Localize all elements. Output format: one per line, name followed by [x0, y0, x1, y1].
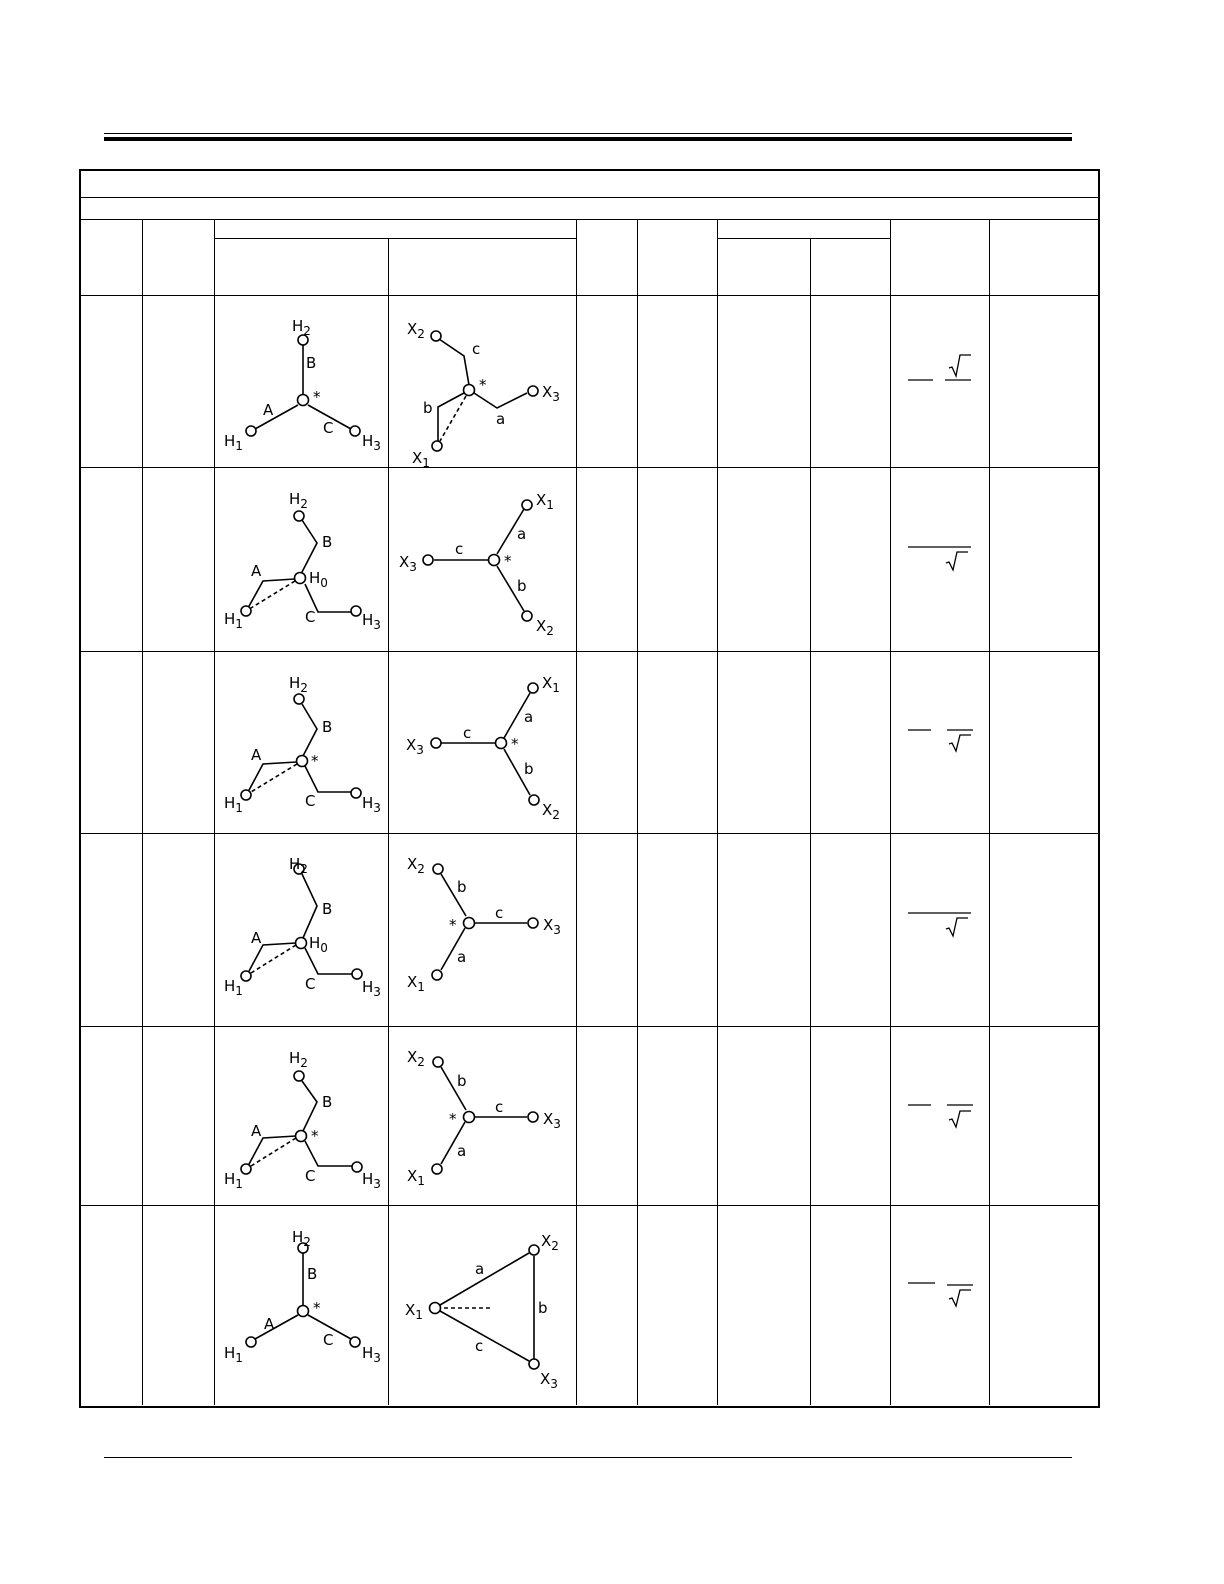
hv-label-C: C: [305, 608, 316, 626]
ratio-formula-row5: [905, 1098, 975, 1132]
hv-label-top: $H_2$: [289, 1049, 308, 1070]
x-label-n2: $X_3$: [542, 383, 560, 404]
hv-diagram-row2: [215, 468, 388, 651]
hv-label-right: $H_3$: [362, 978, 381, 999]
hv-label-center: *: [311, 752, 319, 770]
hv-label-C: C: [305, 975, 316, 993]
col-rule-5: [637, 219, 638, 1405]
x-label-n1: $X_1$: [536, 491, 554, 512]
x-label-a: a: [475, 1260, 485, 1278]
hv-label-C: C: [305, 1167, 316, 1185]
hv-label-top: $H_2$: [289, 490, 308, 511]
hv-label-right: $H_3$: [362, 1344, 381, 1365]
x-diagram-row4: [389, 834, 576, 1026]
x-label-n1: $X_2$: [407, 855, 425, 876]
x-label-n3: $X_1$: [412, 449, 430, 467]
x-label-center: *: [449, 916, 457, 934]
col-rule-8: [890, 219, 891, 1405]
x-label-center: *: [449, 1110, 457, 1128]
hv-label-B: B: [307, 1265, 318, 1283]
x-label-c: c: [463, 724, 472, 742]
hv-label-B: B: [306, 354, 317, 372]
x-label-n2: $X_2$: [542, 801, 560, 822]
col-rule-1: [142, 219, 143, 1405]
hv-label-B: B: [322, 718, 333, 736]
x-label-n3: $X_3$: [406, 736, 424, 757]
col-rule-6: [717, 219, 718, 1405]
x-label-c: c: [472, 340, 481, 358]
ratio-formula-row3: [905, 722, 975, 756]
col-rule-7: [810, 238, 811, 1405]
x-label-c: c: [455, 540, 464, 558]
hv-label-A: A: [251, 929, 262, 947]
x-label-b: b: [538, 1299, 548, 1317]
hv-label-center: $H_0$: [309, 934, 328, 955]
hv-diagram-row4: [215, 834, 388, 1026]
hv-label-left: $H_1$: [224, 977, 243, 998]
x-diagram-row2: [389, 468, 576, 651]
x-diagram-row3: [389, 652, 576, 833]
x-label-a: a: [496, 410, 506, 428]
hv-label-center: *: [313, 388, 321, 406]
x-label-n1: $X_2$: [407, 320, 425, 341]
x-label-center: *: [504, 552, 512, 570]
hv-label-B: B: [322, 1093, 333, 1111]
ratio-formula-row6: [905, 1276, 975, 1310]
hv-diagram-row6: [215, 1206, 388, 1404]
hv-label-center: *: [313, 1299, 321, 1317]
x-label-n2: $X_2$: [536, 617, 554, 638]
hv-label-right: $H_3$: [362, 432, 381, 453]
hv-label-A: A: [251, 562, 262, 580]
hv-label-C: C: [305, 792, 316, 810]
hv-label-B: B: [322, 900, 333, 918]
x-label-c: c: [495, 904, 504, 922]
hv-label-B: B: [322, 533, 333, 551]
x-label-c: c: [495, 1098, 504, 1116]
x-label-center: *: [479, 376, 487, 394]
x-label-n1: $X_2$: [407, 1048, 425, 1069]
hv-label-left: $H_1$: [224, 1170, 243, 1191]
hv-label-A: A: [251, 746, 262, 764]
hv-label-center: $H_0$: [309, 569, 328, 590]
hv-label-A: A: [264, 1315, 275, 1333]
x-label-a: a: [457, 948, 467, 966]
x-label-center: *: [511, 735, 519, 753]
hv-diagram-row1: [215, 296, 388, 467]
ratio-formula-row1: [905, 350, 975, 384]
x-diagram-row5: [389, 1027, 576, 1205]
hv-label-left: $H_1$: [224, 794, 243, 815]
col-rule-9: [989, 219, 990, 1405]
x-label-b: b: [423, 399, 433, 417]
hv-label-right: $H_3$: [362, 794, 381, 815]
x-label-n2: $X_3$: [540, 1370, 558, 1391]
x-label-n3: $X_1$: [405, 1301, 423, 1322]
hv-label-left: $H_1$: [224, 432, 243, 453]
hv-label-C: C: [323, 419, 334, 437]
x-label-n2: $X_3$: [543, 916, 561, 937]
hv-label-left: $H_1$: [224, 1344, 243, 1365]
group-header-rule-left: [215, 238, 576, 239]
x-diagram-row1: [389, 296, 576, 467]
x-label-n1: $X_1$: [542, 674, 560, 695]
hv-label-top: $H_2$: [292, 1228, 311, 1249]
hv-label-C: C: [323, 1331, 334, 1349]
hv-label-top: $H_2$: [289, 674, 308, 695]
title-row-rule: [79, 197, 1098, 198]
x-label-b: b: [457, 1072, 467, 1090]
footer-rule: [104, 1457, 1072, 1458]
x-diagram-row6: [389, 1206, 576, 1404]
hv-label-right: $H_3$: [362, 611, 381, 632]
x-label-a: a: [457, 1142, 467, 1160]
x-label-b: b: [517, 577, 527, 595]
x-label-a: a: [524, 708, 534, 726]
hv-label-center: *: [311, 1127, 319, 1145]
x-label-b: b: [457, 878, 467, 896]
x-label-b: b: [524, 760, 534, 778]
x-label-n3: $X_3$: [399, 553, 417, 574]
x-label-n3: $X_1$: [407, 973, 425, 994]
x-label-n2: $X_3$: [543, 1110, 561, 1131]
x-label-c: c: [475, 1337, 484, 1355]
hv-diagram-row5: [215, 1027, 388, 1205]
group-header-rule-right: [718, 238, 891, 239]
hv-label-top: $H_2$: [292, 317, 311, 338]
hv-label-A: A: [263, 401, 274, 419]
hv-label-right: $H_3$: [362, 1170, 381, 1191]
hv-label-top: $H_2$: [289, 855, 308, 876]
ratio-formula-row2: [905, 540, 975, 574]
hv-diagram-row3: [215, 652, 388, 833]
subtitle-row-rule: [79, 219, 1098, 220]
x-label-n3: $X_1$: [407, 1167, 425, 1188]
x-label-a: a: [517, 525, 527, 543]
x-label-n1: $X_2$: [541, 1232, 559, 1253]
hv-label-left: $H_1$: [224, 610, 243, 631]
col-rule-4: [576, 219, 577, 1405]
ratio-formula-row4: [905, 906, 975, 940]
hv-label-A: A: [251, 1122, 262, 1140]
